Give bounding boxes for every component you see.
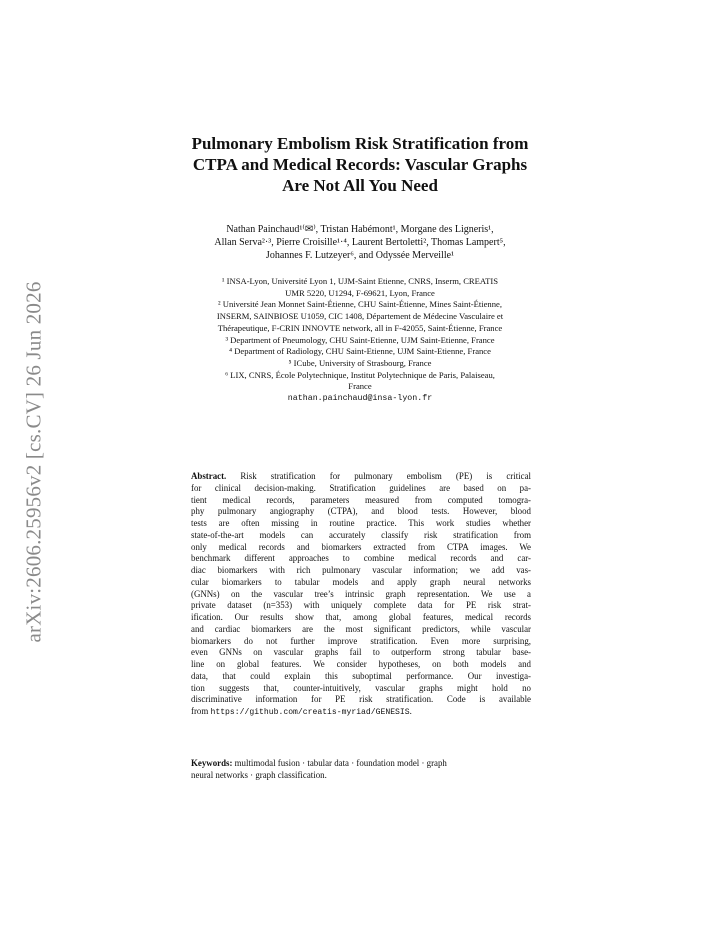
abstract-line: even GNNs on vascular graphs fail to outperform strong tabular base- <box>191 647 531 658</box>
paper-title <box>150 133 570 196</box>
affiliation-line: ⁴ Department of Radiology, CHU Saint-Etienne, UJM Saint-Etienne, France <box>229 346 491 357</box>
abstract-line: discriminative information for PE risk stratification. Code is available <box>191 694 531 705</box>
abstract-line <box>191 471 531 483</box>
affiliation-line: UMR 5220, U1294, F-69621, Lyon, France <box>285 287 435 298</box>
affiliation-line: France <box>348 381 372 392</box>
author-line: Allan Serva²·³, Pierre Croisille¹·⁴, Laurent Bertoletti², Thomas Lampert⁵, <box>214 237 506 248</box>
abstract-line: tests are often missing in routine practice. This work studies whether <box>191 518 531 528</box>
title-line: CTPA and Medical Records: Vascular Graphs <box>192 155 528 174</box>
arxiv-identifier: arXiv:2606.25956v2 [cs.CV] 26 Jun 2026 <box>21 281 46 643</box>
affiliation-list <box>150 276 570 405</box>
keywords-text: multimodal fusion · tabular data · foundation model · graph <box>232 758 447 768</box>
abstract-text: from <box>191 706 211 716</box>
abstract-line: only medical records and biomarkers extracted from CTPA images. We <box>191 541 531 552</box>
affiliation-line: ¹ INSA-Lyon, Université Lyon 1, UJM-Saint Etienne, CNRS, Inserm, CREATIS <box>221 276 499 286</box>
affiliation-line: INSERM, SAINBIOSE U1059, CIC 1408, Département de Médecine Vasculaire et <box>216 311 504 322</box>
abstract-line: and cardiac biomarkers are the most significant predictors, while vascular <box>191 623 531 634</box>
title-line: Pulmonary Embolism Risk Stratification from <box>191 134 529 153</box>
keywords-heading: Keywords: <box>191 758 233 768</box>
title-line: Are Not All You Need <box>282 176 438 195</box>
author-line: Nathan Painchaud¹⁽✉⁾, Tristan Habémont¹, Morgane des Ligneris¹, <box>226 224 494 235</box>
contact-email[interactable]: nathan.painchaud@insa-lyon.fr <box>287 394 433 404</box>
affiliation-line: ² Université Jean Monnet Saint-Étienne, CHU Saint-Étienne, Mines Saint-Étienne, <box>218 299 502 310</box>
author-list <box>150 223 570 262</box>
keywords <box>191 758 531 782</box>
abstract-line: (GNNs) on the vascular tree’s intrinsic graph representation. We use a <box>191 588 531 599</box>
abstract-line: biomarkers do not further improve stratification. Even more surprising, <box>191 635 531 646</box>
code-link[interactable]: https://github.com/creatis-myriad/GENESIS <box>210 708 410 717</box>
abstract-line: state-of-the-art models can accurately classify risk stratification from <box>191 529 531 540</box>
abstract-heading: Abstract. <box>191 471 227 481</box>
abstract-line: tion suggests that, counter-intuitively, vascular graphs might hold no <box>191 682 531 693</box>
author-line: Johannes F. Lutzeyer⁶, and Odyssée Merveille¹ <box>265 250 455 261</box>
abstract-line: line on global features. We consider hypotheses, on both models and <box>191 659 531 669</box>
abstract-line <box>191 706 531 719</box>
abstract-line: ification. Our results show that, among global features, medical records <box>191 612 531 622</box>
abstract-text: . <box>409 706 412 716</box>
abstract-line: diac biomarkers with rich pulmonary vascular information; we add vas- <box>191 565 531 575</box>
affiliation-line: ⁶ LIX, CNRS, École Polytechnique, Institut Polytechnique de Paris, Palaiseau, <box>225 369 495 380</box>
affiliation-line: Thérapeutique, F-CRIN INNOVTE network, all in F-42055, Saint-Étienne, France <box>217 322 503 333</box>
affiliation-line: ⁵ ICube, University of Strasbourg, France <box>288 357 432 368</box>
keywords-line: neural networks · graph classification. <box>191 769 327 780</box>
abstract-line: benchmark different approaches to combine medical records and car- <box>191 553 531 564</box>
affiliation-line: ³ Department of Pneumology, CHU Saint-Etienne, UJM Saint-Etienne, France <box>225 334 495 345</box>
arxiv-identifier-stamp <box>14 262 54 662</box>
keywords-line <box>191 758 531 770</box>
abstract-line: data, that could explain this suboptimal performance. Our investiga- <box>191 670 531 681</box>
abstract <box>191 471 531 719</box>
abstract-text: Risk stratification for pulmonary embolism (PE) is critical <box>226 471 531 481</box>
abstract-line: tient medical records, parameters measured from computed tomogra- <box>191 494 531 505</box>
abstract-line: private dataset (n=353) with uniquely complete data for PE risk strat- <box>191 600 531 611</box>
abstract-line: cular biomarkers to tabular models and apply graph neural networks <box>191 576 531 587</box>
abstract-line: phy pulmonary angiography (CTPA), and blood tests. However, blood <box>191 506 531 517</box>
abstract-line: for clinical decision-making. Stratification guidelines are based on pa- <box>191 482 531 493</box>
